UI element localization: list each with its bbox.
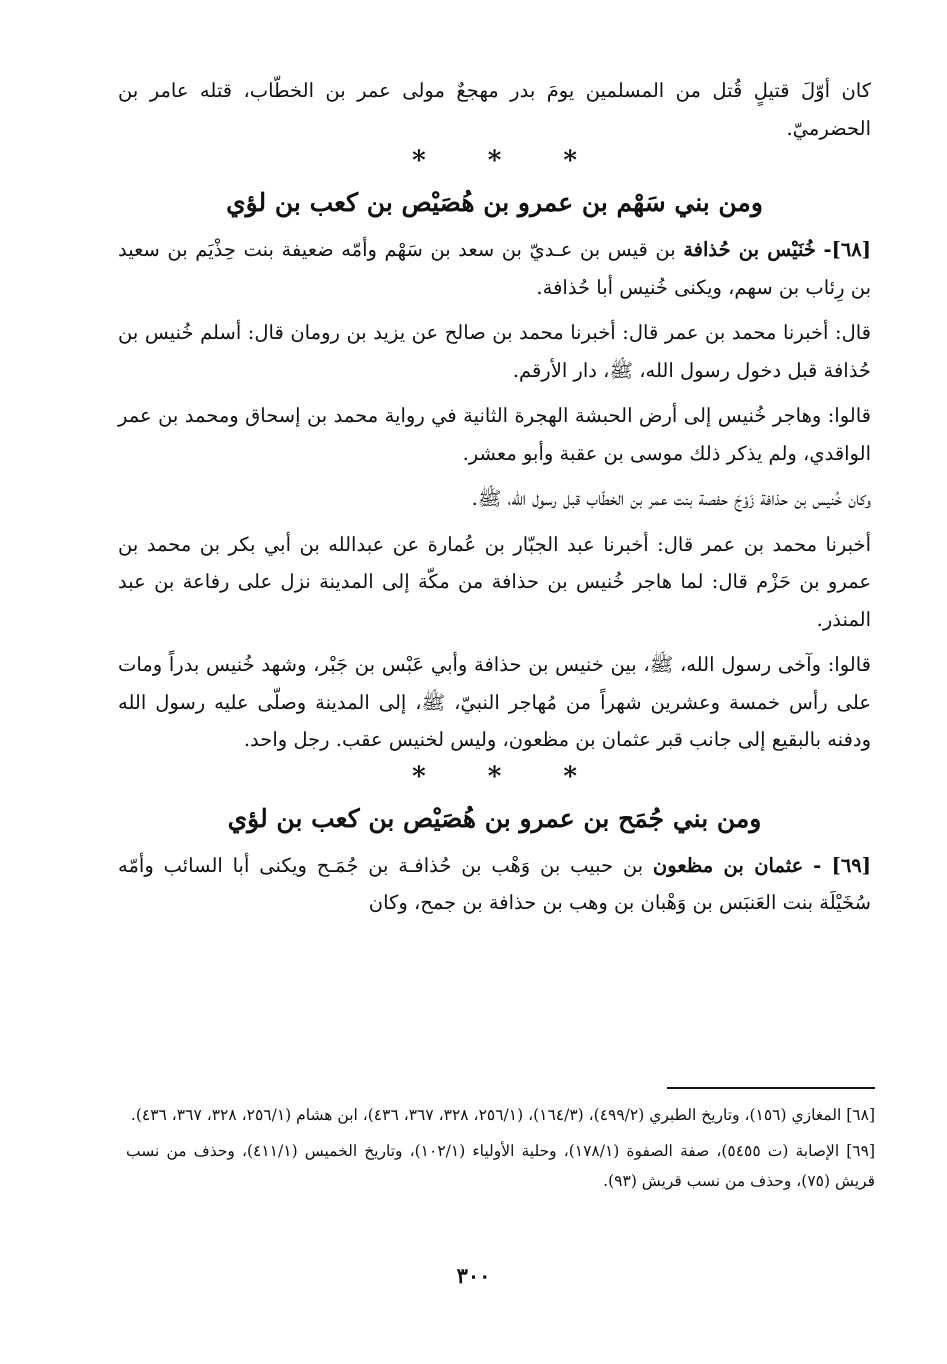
section-heading: ومن بني سَهْم بن عمرو بن هُصَيْص بن كعب بن لؤي — [226, 188, 763, 217]
entry-text: بن حبيب بن وَهْب بن حُذافـة بن جُمَـح ويكنى أبا السائب وأمّه سُخَيْلَة بنت العَنبَس بن وَهْبان بن وهب بن حذافة بن جمح، وكان — [118, 853, 871, 914]
footnote: [٦٨] المغازي (١٥٦)، وتاريخ الطبري (٤٩٩/٢)، (١٦٤/٣)، (٢٥٦/١، ٣٢٨، ٣٦٧، ٤٣٦)، ابن هشام (٢٥٦/١، ٣٢٨، ٣٦٧، ٤٣٦). — [130, 1106, 875, 1124]
separator-star: * — [487, 146, 502, 176]
separator-star: * — [487, 761, 502, 792]
footnote: [٦٩] الإصابة (ت ٥٤٥٥)، صفة الصفوة (١٧٨/١)، وحلية الأولياء (١٠٢/١)، وتاريخ الخميس (٤١١/١)، وحذف من نسب قريش (٧٥)، وحذف من نسب قريش (٩٣). — [126, 1142, 875, 1190]
entry-68-paragraph — [118, 231, 871, 306]
section-heading: ومن بني جُمَح بن عمرو بن هُصَيْص بن كعب بن لؤي — [227, 803, 762, 833]
separator-star: * — [412, 146, 426, 176]
page-number: ٣٠٠ — [456, 1263, 491, 1288]
separator-star: * — [412, 761, 426, 792]
body-paragraph: أخبرنا محمد بن عمر قال: أخبرنا عبد الجبّار بن عُمارة عن عبدالله بن أبي بكر بن محمد بن عمرو بن حَزْم قال: لما هاجر خُنيس بن حذافة من مكّة إلى المدينة نزل على رفاعة بن عبد المنذر. — [118, 532, 871, 631]
body-paragraph: قالوا: وهاجر خُنيس إلى أرض الحبشة الهجرة الثانية في رواية محمد بن إسحاق ومحمد بن عمر الواقدي، ولم يذكر ذلك موسى بن عقبة وأبو معشر. — [118, 404, 871, 465]
body-paragraph: قالوا: وآخى رسول الله، ﷺ، بين خنيس بن حذافة وأبي عَبْس بن جَبْر، وشهد خُنيس بدراً ومات على رأس خمسة وعشرين شهراً من مُهاجر النبيّ، ﷺ، إلى المدينة وصلّى عليه رسول الله ودفنه بالبقيع إلى جانب قبر عثمان بن مظعون، وليس لخنيس عقب. رجل واحد. — [118, 653, 871, 751]
entry-name: عثمان بن مظعون — [652, 853, 804, 877]
footnote-divider — [667, 1087, 875, 1089]
body-paragraph: وكان خُنيس بن حذافة زَوْجَ حفصة بنت عمر بن الخطّاب قبل رسول الله، ﷺ. — [471, 487, 871, 510]
separator-star: * — [563, 146, 577, 176]
entry-number: [٦٨]- — [823, 238, 871, 261]
section-separator — [118, 761, 871, 792]
entry-text: بن قيس بن عـديّ بن سعد بن سَهْم وأمّه ضعيفة بنت حِذْيَم بن سعيد بن رِئاب بن سهم، ويكنى خُنيس أبا حُذافة. — [118, 238, 871, 299]
intro-paragraph: كان أوّلَ قتيلٍ قُتل من المسلمين يومَ بدر مهجعٌ مولى عمر بن الخطّاب، قتله عامر بن الحضرميّ. — [118, 79, 871, 140]
footnotes — [126, 1100, 875, 1202]
separator-star: * — [563, 761, 577, 792]
entry-name: خُنَيْس بن حُذافة — [683, 238, 816, 261]
body-paragraph: قال: أخبرنا محمد بن عمر قال: أخبرنا محمد بن صالح عن يزيد بن رومان قال: أسلم خُنيس بن حُذافة قبل دخول رسول الله، ﷺ، دار الأرقم. — [118, 321, 871, 382]
entry-69-paragraph — [118, 847, 871, 922]
section-separator — [118, 146, 871, 176]
entry-number: [٦٩] - — [813, 853, 871, 877]
